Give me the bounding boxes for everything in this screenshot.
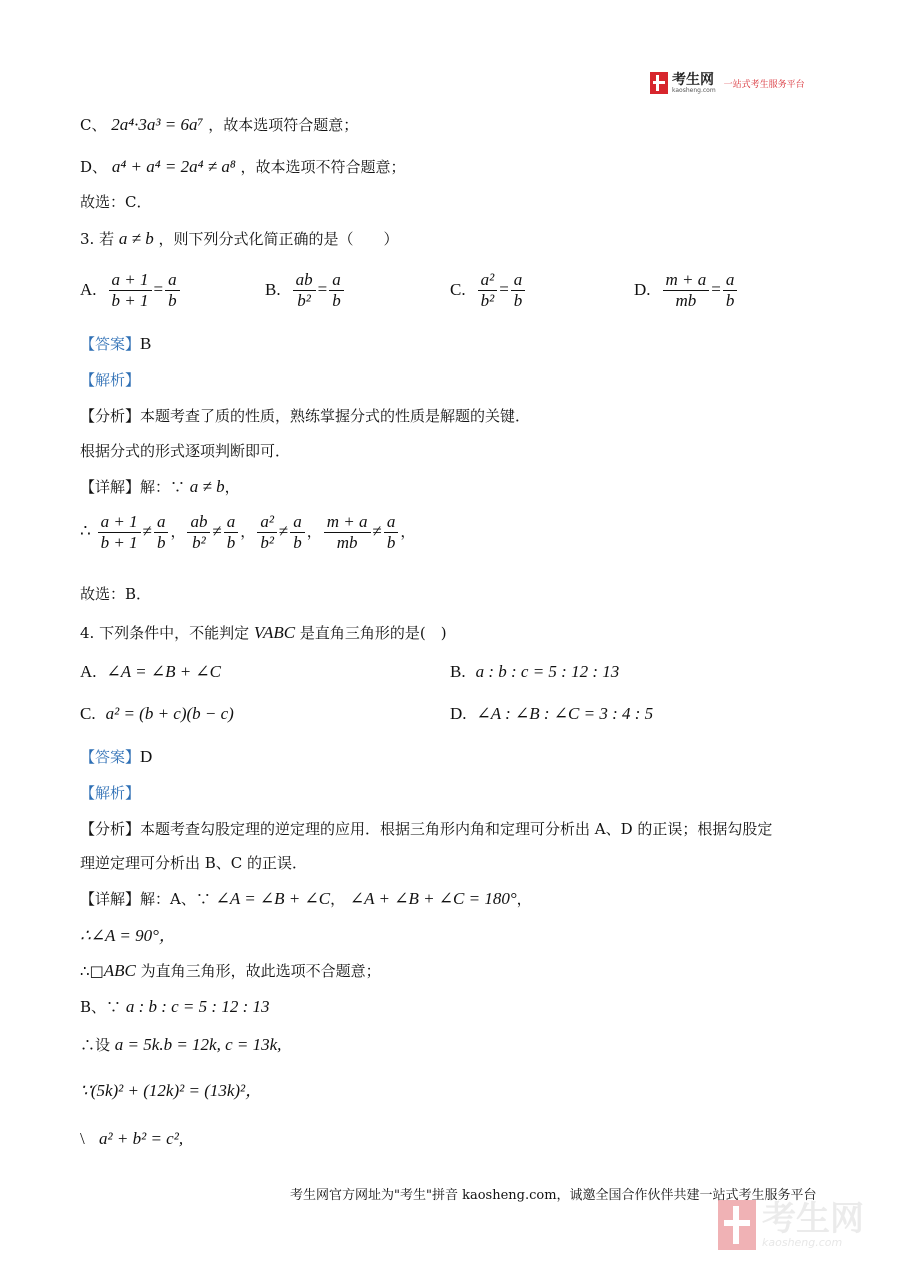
fraction-denominator: b² <box>480 291 495 310</box>
q3-stem <box>80 228 399 250</box>
punctuation: ， <box>240 522 256 541</box>
stem-text: ，则下列分式化简正确的是（ ） <box>158 230 399 248</box>
answer-value: D <box>140 747 153 766</box>
therefore-symbol: ∴ <box>80 521 91 541</box>
not-equal-sign: ≠ <box>278 521 289 541</box>
fraction-numerator: a <box>329 270 344 291</box>
fraction-denominator: mb <box>675 291 697 310</box>
math-expression: a ≠ b <box>189 477 225 496</box>
option-fraction <box>329 270 344 311</box>
q4-option-d <box>450 704 653 724</box>
fenxi-tag: 【分析】 <box>80 407 141 425</box>
answer-tag: 【答案】 <box>80 748 141 766</box>
fraction-denominator: b <box>332 291 341 310</box>
option-fraction <box>165 270 180 311</box>
option-label: C. <box>80 704 96 723</box>
option-label: D、 <box>80 158 108 176</box>
conclusion-fraction <box>324 512 371 553</box>
q3-option-c <box>450 270 527 311</box>
kaosheng-logo-icon <box>650 72 668 94</box>
fraction-denominator: b <box>293 533 302 552</box>
q4-stem <box>80 622 447 644</box>
fenxi-text: 本题考查了质的性质，熟练掌握分式的性质是解题的关键． <box>140 407 531 425</box>
q4-line-set <box>80 1034 281 1056</box>
punctuation: ， <box>224 478 240 496</box>
conclusion-fraction <box>384 512 399 553</box>
conclusion-fraction <box>98 512 141 553</box>
not-equal-sign: ≠ <box>372 521 382 541</box>
math-expression: 2a⁴·3a³ = 6a⁷ <box>111 115 204 134</box>
q2-choice: 故选：C． <box>80 193 152 211</box>
fraction-denominator: b <box>513 291 523 310</box>
option-math: a² = (b + c)(b − c) <box>105 704 234 723</box>
math-expression: a : b : c = 5 : 12 : 13 <box>125 997 270 1016</box>
punctuation: ， <box>400 522 416 541</box>
logo-text-block <box>672 73 716 94</box>
option-fraction <box>478 270 498 311</box>
not-equal-sign: ≠ <box>142 521 152 541</box>
xiangjie-tag: 【详解】解：∵ <box>80 478 186 496</box>
math-expression: a = 5k.b = 12k, c = 13k, <box>114 1035 282 1054</box>
conclusion-fraction <box>257 512 277 553</box>
math-expression: a ≠ b <box>118 229 154 248</box>
fraction-denominator: mb <box>336 533 358 552</box>
fraction-denominator: b + 1 <box>111 291 149 310</box>
conclusion-fraction <box>290 512 305 553</box>
q4-option-b <box>450 662 619 682</box>
q4-analysis-tag: 【解析】 <box>80 784 141 802</box>
fraction-numerator: ab <box>293 270 316 291</box>
fraction-numerator: a² <box>478 270 498 291</box>
option-fraction <box>109 270 152 311</box>
option-label: D. <box>634 279 651 299</box>
option-label: B、∵ <box>80 998 122 1016</box>
q3-option-b <box>265 270 346 311</box>
q2-option-d-line <box>80 156 406 178</box>
q4-answer <box>80 746 152 768</box>
explanation-text: ∴设 <box>80 1036 111 1054</box>
watermark <box>718 1200 864 1250</box>
symbol: \ <box>80 1129 85 1148</box>
footer-text: 考生网官方网址为"考生"拼音 kaosheng.com，诚邀全国合作伙伴共建一站式考生服务平台 <box>290 1188 817 1203</box>
math-expression: ∠A + ∠B + ∠C = 180° <box>349 889 517 908</box>
option-label: D. <box>450 704 467 723</box>
fraction-denominator: b <box>725 291 735 310</box>
equals-sign: = <box>153 279 164 299</box>
q3-xiangjie <box>80 476 240 498</box>
option-label: A. <box>80 662 97 681</box>
punctuation: ， <box>330 890 346 908</box>
not-equal-sign: ≠ <box>212 521 222 541</box>
option-math: a : b : c = 5 : 12 : 13 <box>475 662 620 681</box>
stem-text: 是直角三角形的是( ) <box>299 624 447 642</box>
q3-option-d <box>634 270 739 311</box>
option-fraction <box>663 270 710 311</box>
q3-conclusion-line <box>80 512 415 553</box>
fraction-numerator: a <box>165 270 180 291</box>
option-math: ∠A : ∠B : ∠C = 3 : 4 : 5 <box>476 704 654 723</box>
math-expression: a⁴ + a⁴ = 2a⁴ ≠ a⁸ <box>111 157 236 176</box>
q4-line-right-triangle <box>80 960 381 982</box>
explanation-text: ，故本选项不符合题意； <box>240 158 406 176</box>
option-label: B. <box>265 279 281 299</box>
fraction-numerator: a + 1 <box>98 512 141 533</box>
conclusion-fraction <box>187 512 210 553</box>
logo-name: 考生网 <box>672 71 714 88</box>
q4-line-pythag <box>80 1128 183 1150</box>
fenxi-tag: 【分析】 <box>80 820 141 838</box>
math-expression: ABC <box>103 961 136 980</box>
q3-analysis-tag: 【解析】 <box>80 371 141 389</box>
fraction-denominator: b² <box>192 533 206 552</box>
math-expression: VABC <box>253 623 296 642</box>
watermark-url: kaosheng.com <box>762 1235 843 1249</box>
punctuation: ， <box>170 522 186 541</box>
symbol: ∴□ <box>80 962 104 980</box>
stem-text: 4. 下列条件中，不能判定 <box>80 624 250 642</box>
option-label: C、 <box>80 116 107 134</box>
q3-option-a <box>80 270 182 311</box>
fraction-numerator: a <box>384 512 399 533</box>
q4-xiangjie <box>80 888 532 910</box>
fraction-denominator: b <box>168 291 177 310</box>
q4-fenxi2: 理逆定理可分析出 B、C 的正误． <box>80 854 308 872</box>
fraction-numerator: a <box>723 270 738 291</box>
answer-value: B <box>140 334 152 353</box>
option-label: C. <box>450 279 466 299</box>
logo-slogan: 一站式考生服务平台 <box>723 79 805 90</box>
header-logo <box>650 72 805 94</box>
fraction-numerator: a <box>224 512 239 533</box>
equals-sign: = <box>499 279 509 299</box>
fraction-numerator: a² <box>257 512 277 533</box>
answer-tag: 【答案】 <box>80 335 141 353</box>
conclusion-fraction <box>154 512 169 553</box>
option-label: A. <box>80 279 97 299</box>
q3-fenxi <box>80 405 530 427</box>
math-expression: ∠A = ∠B + ∠C <box>215 889 331 908</box>
q3-fenxi2: 根据分式的形式逐项判断即可． <box>80 442 291 460</box>
q4-option-a <box>80 662 221 682</box>
equals-sign: = <box>711 279 721 299</box>
conclusion-fraction <box>224 512 239 553</box>
stem-text: 3. 若 <box>80 230 115 248</box>
xiangjie-tag: 【详解】解：A、∵ <box>80 890 211 908</box>
fraction-denominator: b <box>386 533 396 552</box>
watermark-name: 考生网 <box>762 1198 864 1239</box>
option-fraction <box>293 270 316 311</box>
fraction-numerator: a <box>290 512 305 533</box>
punctuation: ， <box>516 890 532 908</box>
fenxi-text: 本题考查勾股定理的逆定理的应用．根据三角形内角和定理可分析出 A、D 的正误；根据勾股定 <box>140 820 773 838</box>
q4-line-angle-a: ∴∠A = 90°， <box>80 926 176 945</box>
fraction-numerator: a <box>511 270 526 291</box>
q4-line-square-sum: ∵(5k)² + (12k)² = (13k)²， <box>80 1081 263 1100</box>
q4-line-b <box>80 996 269 1018</box>
equals-sign: = <box>317 279 328 299</box>
q2-option-c-line <box>80 114 358 136</box>
fraction-numerator: a + 1 <box>109 270 152 291</box>
fraction-numerator: ab <box>187 512 210 533</box>
option-label: B. <box>450 662 466 681</box>
fraction-denominator: b <box>226 533 236 552</box>
q4-option-c <box>80 704 234 724</box>
option-math: ∠A = ∠B + ∠C <box>106 662 222 681</box>
fraction-denominator: b + 1 <box>100 533 138 552</box>
explanation-text: ，故本选项符合题意； <box>208 116 359 134</box>
explanation-text: 为直角三角形，故此选项不合题意； <box>140 962 381 980</box>
fraction-denominator: b² <box>297 291 311 310</box>
punctuation: ， <box>306 522 322 541</box>
fraction-numerator: a <box>154 512 169 533</box>
fraction-denominator: b <box>156 533 166 552</box>
q3-choice: 故选：B． <box>80 585 152 603</box>
logo-url: kaosheng.com <box>672 86 716 94</box>
option-fraction <box>511 270 526 311</box>
fraction-denominator: b² <box>260 533 274 552</box>
option-fraction <box>723 270 738 311</box>
watermark-text-block <box>762 1198 864 1249</box>
math-expression: a² + b² = c², <box>99 1129 184 1148</box>
fraction-numerator: m + a <box>324 512 371 533</box>
fraction-numerator: m + a <box>663 270 710 291</box>
kaosheng-watermark-icon <box>718 1200 756 1250</box>
q3-answer <box>80 333 151 355</box>
q4-fenxi <box>80 818 772 840</box>
